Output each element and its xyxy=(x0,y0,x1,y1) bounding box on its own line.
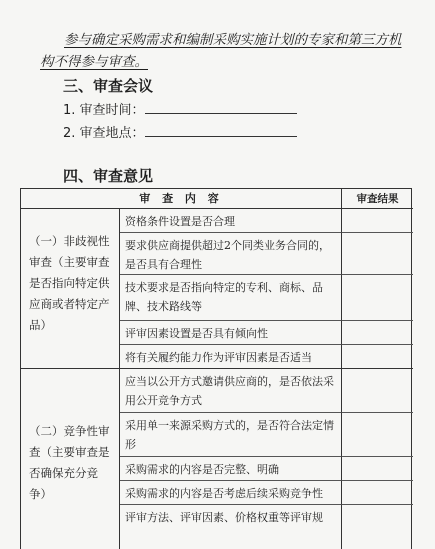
result-cell[interactable] xyxy=(341,481,413,505)
table-row-item: 要求供应商提供超过2个同类业务合同的，是否具有合理性 xyxy=(120,233,341,275)
header-result: 审查结果 xyxy=(341,189,413,209)
section-4-title: 四、审查意见 xyxy=(63,167,154,185)
table-row-item: 应当以公开方式邀请供应商的，是否依法采用公开竞争方式 xyxy=(120,369,341,413)
review-table xyxy=(20,188,412,549)
review-time-field xyxy=(63,99,145,118)
intro-line-2: 构不得参与审查。 xyxy=(40,54,148,70)
table-row-item: 技术要求是否指向特定的专利、商标、品牌、技术路线等 xyxy=(120,275,341,321)
result-cell[interactable] xyxy=(341,457,413,481)
intro-line-1: 参与确定采购需求和编制采购实施计划的专家和第三方机 xyxy=(64,32,402,48)
result-cell[interactable] xyxy=(341,369,413,413)
header-content: 审 查 内 容 xyxy=(21,189,341,209)
table-row-item: 资格条件设置是否合理 xyxy=(120,209,341,233)
section-3-title: 三、审查会议 xyxy=(63,77,154,95)
result-cell[interactable] xyxy=(341,275,413,321)
table-row-item: 评审方法、评审因素、价格权重等评审规 xyxy=(125,511,323,524)
category-non-discrimination: （一）非歧视性审查（主要审查是否指向特定供应商或者特定产品） xyxy=(21,209,120,369)
review-place-label: 2. 审查地点： xyxy=(63,126,145,141)
table-row-item: 评审因素设置是否具有倾向性 xyxy=(120,321,341,345)
table-row-item: 将有关履约能力作为评审因素是否适当 xyxy=(120,345,341,369)
result-cell[interactable] xyxy=(341,505,413,549)
table-row-item: 采用单一来源采购方式的，是否符合法定情形 xyxy=(120,413,341,457)
result-cell[interactable] xyxy=(341,233,413,275)
review-place-field xyxy=(63,122,145,141)
result-cell[interactable] xyxy=(341,413,413,457)
table-row-item: 采购需求的内容是否完整、明确 xyxy=(120,457,341,481)
review-place-blank xyxy=(145,136,297,137)
review-time-blank xyxy=(145,113,297,114)
result-cell[interactable] xyxy=(341,321,413,345)
intro-paragraph xyxy=(40,29,415,73)
result-cell[interactable] xyxy=(341,345,413,369)
table-row-item: 采购需求的内容是否考虑后续采购竞争性 xyxy=(120,481,341,505)
result-cell[interactable] xyxy=(341,209,413,233)
category-competitiveness: （二）竞争性审查（主要审查是否确保充分竞争） xyxy=(21,369,120,549)
review-time-label: 1. 审查时间： xyxy=(63,103,145,118)
